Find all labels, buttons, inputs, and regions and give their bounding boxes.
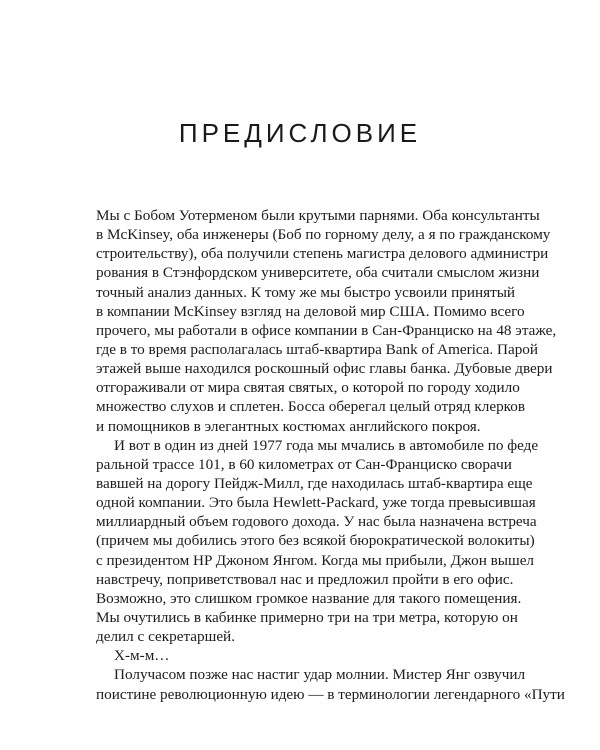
text-line: вавшей на дорогу Пейдж-Милл, где находилась штаб-квартира еще xyxy=(96,474,533,492)
text-line: и помощников в элегантных костюмах английского покроя. xyxy=(96,417,481,435)
text-line: строительству), оба получили степень магистра делового администри xyxy=(96,245,549,263)
text-line: Возможно, это слишком громкое название для такого помещения. xyxy=(96,589,522,607)
text-line: в компании McKinsey взгляд на деловой мир США. Помимо всего xyxy=(96,302,525,320)
text-line: делил с секретаршей. xyxy=(96,628,235,646)
text-line: миллиардный объем годового дохода. У нас была назначена встреча xyxy=(96,513,537,531)
text-line: в McKinsey, оба инженеры (Боб по горному делу, а я по гражданскому xyxy=(96,226,551,244)
text-line: где в то время располагалась штаб-квартира Bank of America. Парой xyxy=(96,340,539,358)
text-line: множество слухов и сплетен. Босса оберегал целый отряд клерков xyxy=(96,398,526,416)
text-line: Мы очутились в кабинке примерно три на три метра, которую он xyxy=(96,608,518,626)
text-line: (причем мы добились этого без всякой бюрократической волокиты) xyxy=(96,532,535,550)
text-line: отгораживали от мира святая святых, о которой по городу ходило xyxy=(96,379,520,397)
chapter-title: ПРЕДИСЛОВИЕ xyxy=(178,118,422,148)
text-line: Х-м-м… xyxy=(114,647,170,665)
text-line: этажей выше находился роскошный офис главы банка. Дубовые двери xyxy=(96,360,553,378)
text-line: прочего, мы работали в офисе компании в Сан-Франциско на 48 этаже, xyxy=(96,321,557,339)
body-text xyxy=(96,206,565,704)
text-line: Получасом позже нас настиг удар молнии. Мистер Янг озвучил xyxy=(114,666,526,684)
text-line: И вот в один из дней 1977 года мы мчались в автомобиле по феде xyxy=(114,436,539,454)
text-line: с президентом HP Джоном Янгом. Когда мы прибыли, Джон вышел xyxy=(96,551,535,569)
text-line: точный анализ данных. К тому же мы быстро усвоили принятый xyxy=(96,283,516,301)
text-line: рования в Стэнфордском университете, оба считали смыслом жизни xyxy=(96,264,540,282)
text-line: навстречу, поприветствовал нас и предложил пройти в его офис. xyxy=(96,570,514,588)
text-line: одной компании. Это была Hewlett-Packard, уже тогда превысившая xyxy=(96,494,536,512)
text-line: поистине революционную идею — в терминологии легендарного «Пути xyxy=(96,685,565,703)
text-line: Мы с Бобом Уотерменом были крутыми парнями. Оба консультанты xyxy=(96,207,540,224)
text-line: ральной трассе 101, в 60 километрах от Сан-Франциско сворачи xyxy=(96,455,512,473)
